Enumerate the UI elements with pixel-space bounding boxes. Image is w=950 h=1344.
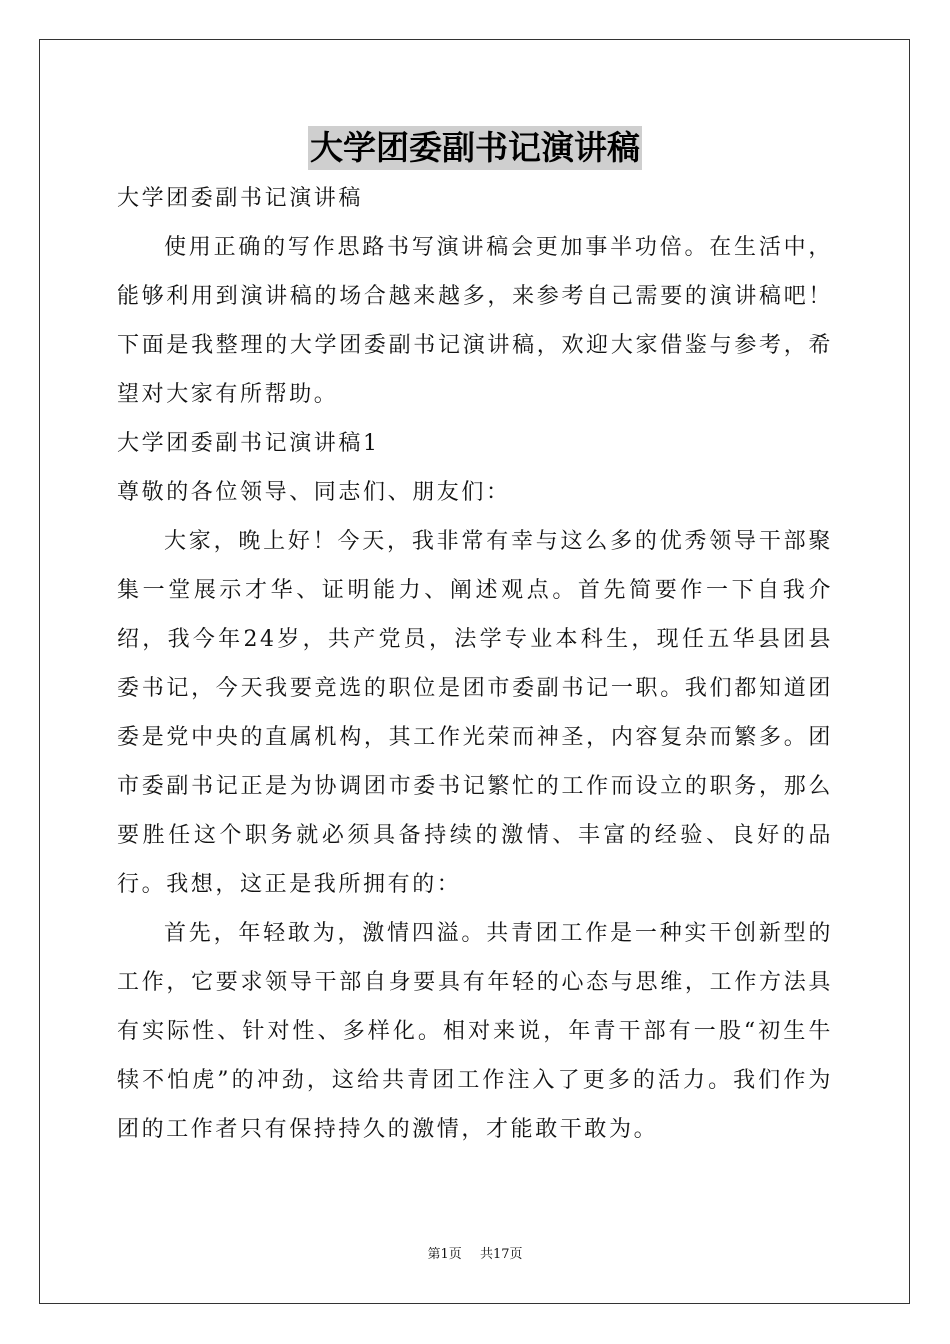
section-heading: 大学团委副书记演讲稿1 <box>117 431 380 456</box>
title-area <box>0 126 950 170</box>
subtitle-paragraph: 大学团委副书记演讲稿 <box>117 186 364 211</box>
page-footer <box>0 1245 950 1265</box>
page-number: 第1页 <box>427 1247 462 1262</box>
document-body <box>117 174 833 1154</box>
body-paragraph: 大家，晚上好！今天，我非常有幸与这么多的优秀领导干部聚集一堂展示才华、证明能力、阐述观点。首先简要作一下自我介绍，我今年24岁，共产党员，法学专业本科生，现任五华县团县委书记，今天我要竞选的职位是团市委副书记一职。我们都知道团委是党中央的直属机构，其工作光荣而神圣，内容复杂而繁多。团市委副书记正是为协调团市委书记繁忙的工作而设立的职务，那么要胜任这个职务就必须具备持续的激情、丰富的经验、良好的品行。我想，这正是我所拥有的： <box>117 529 833 897</box>
intro-paragraph: 使用正确的写作思路书写演讲稿会更加事半功倍。在生活中，能够利用到演讲稿的场合越来越多，来参考自己需要的演讲稿吧！下面是我整理的大学团委副书记演讲稿，欢迎大家借鉴与参考，希望对大家有所帮助。 <box>117 235 833 407</box>
document-title: 大学团委副书记演讲稿 <box>308 126 642 170</box>
salutation: 尊敬的各位领导、同志们、朋友们： <box>117 480 511 505</box>
page-total: 共17页 <box>479 1247 523 1262</box>
body-paragraph: 首先，年轻敢为，激情四溢。共青团工作是一种实干创新型的工作，它要求领导干部自身要具有年轻的心态与思维，工作方法具有实际性、针对性、多样化。相对来说，年青干部有一股“初生牛犊不怕虎”的冲劲，这给共青团工作注入了更多的活力。我们作为团的工作者只有保持持久的激情，才能敢干敢为。 <box>117 921 833 1142</box>
